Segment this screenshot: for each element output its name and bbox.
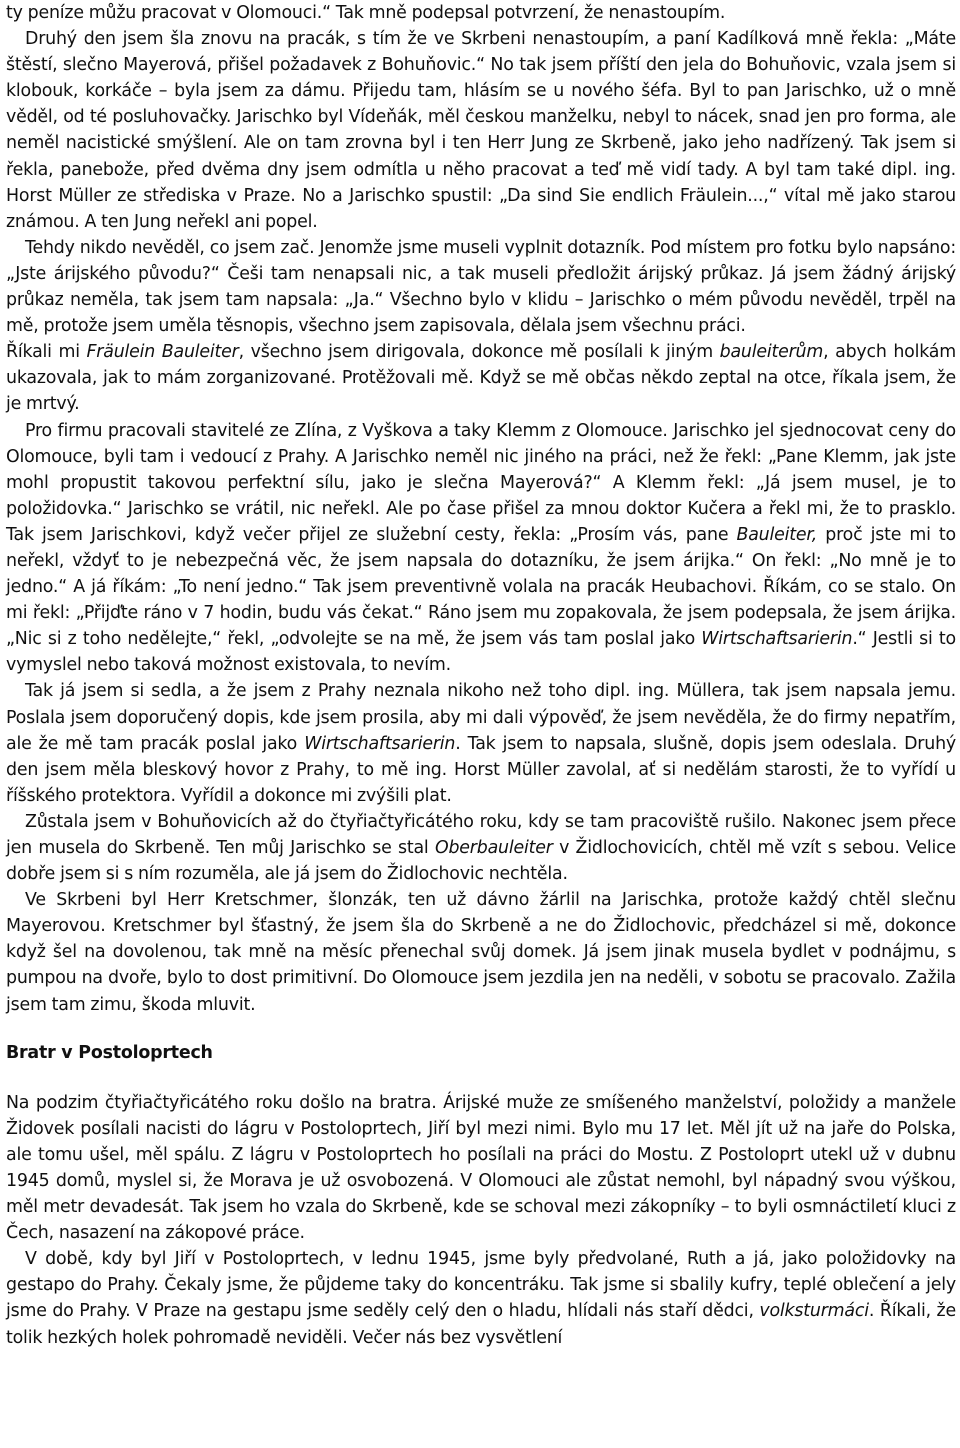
section-heading: Bratr v Postoloprtech xyxy=(6,1042,213,1063)
paragraph-2: Druhý den jsem šla znovu na pracák, s tím že ve Skrbeni nenastoupím, a paní Kadílková mně řekla: „Máte štěstí, slečno Mayerová, přišel požadavek z Bohuňovic.“ No tak jsem příští den jela do Bohuňovic, vzala jsem si klobouk, korkáče – byla jsem za dámu. Přijedu tam, hlásím se u nového šéfa. Byl to pan Jarischko, už o mně věděl, od té posluhovačky. Jarischko byl Vídeňák, měl českou manželku, nebyl to nácek, snad jen pro forma, ale neměl nacistické smýšlení. Ale on tam zrovna byl i ten Herr Jung ze Skrbeně, jako jeho nadřízený. Tak jsem si řekla, panebože, před dvěma dny jsem odmítla u něho pracovat a teď mě vidí tady. A byl tam také dipl. ing. Horst Müller ze střediska v Praze. No a Jarischko spustil: „Da sind Sie endlich Fräulein...,“ vítal mě jako starou známou. A ten Jung neřekl ani popel. xyxy=(6,29,956,232)
paragraph-10: V době, kdy byl Jiří v Postoloprtech, v lednu 1945, jsme byly předvolané, Ruth a já, jako položidovky na gestapo do Prahy. Čekaly jsme, že půjdeme taky do koncentráku. Tak jsme si sbalily kufry, teplé oblečení a jely jsme do Prahy. V Praze na gestapu jsme seděly celý den o hladu, hlídali nás staří dědci, volksturmáci. Říkali, že tolik hezkých holek pohromadě neviděli. Večer nás bez vysvětlení xyxy=(6,1249,956,1348)
paragraph-4: Říkali mi Fräulein Bauleiter, všechno jsem dirigovala, dokonce mě posílali k jiným bauleiterům, abych holkám ukazovala, jak to mám zorganizované. Protěžovali mě. Když se mě občas někdo zeptal na otce, říkala jsem, že je mrtvý. xyxy=(6,342,956,415)
paragraph-8: Ve Skrbeni byl Herr Kretschmer, šlonzák, ten už dávno žárlil na Jarischka, protože každý chtěl slečnu Mayerovou. Kretschmer byl šťastný, že jsem šla do Skrbeně a ne do Židlochovic, předcházel si mě, dokonce když šel na dovolenou, tak mně na měsíc přenechal svůj domek. Já jsem jinak musela bydlet v podnájmu, s pumpou na dvoře, bylo to dost primitivní. Do Olomouce jsem jezdila jen na neděli, v sobotu se pracovalo. Zažila jsem tam zimu, škoda mluvit. xyxy=(6,890,956,1015)
paragraph-1: ty peníze můžu pracovat v Olomouci.“ Tak mně podepsal potvrzení, že nenastoupím. xyxy=(6,3,726,23)
paragraph-3: Tehdy nikdo nevěděl, co jsem zač. Jenomže jsme museli vyplnit dotazník. Pod místem pro fotku bylo napsáno: „Jste árijského původu?“ Češi tam nenapsali nic, a tak museli předložit árijský průkaz. Já jsem žádný árijský průkaz neměla, tak jsem tam napsala: „Ja.“ Všechno bylo v klidu – Jarischko o mém původu nevěděl, trpěl na mě, protože jsem uměla těsnopis, všechno jsem zapisovala, dělala jsem všechnu práci. xyxy=(6,237,956,337)
paragraph-7: Zůstala jsem v Bohuňovicích až do čtyřiačtyřicátého roku, kdy se tam pracoviště rušilo. Nakonec jsem přece jen musela do Skrbeně. Ten můj Jarischko se stal Oberbauleiter v Židlochovicích, chtěl mě vzít s sebou. Velice dobře jsem si s ním rozuměla, ale já jsem do Židlochovic nechtěla. xyxy=(6,811,957,885)
paragraph-5: Pro firmu pracovali stavitelé ze Zlína, z Vyškova a taky Klemm z Olomouce. Jarischko jel sjednocovat ceny do Olomouce, byli tam i vedoucí z Prahy. A Jarischko neměl nic jiného na práci, než že řekl: „Pane Klemm, jak jste mohl propustit takovou perfektní sílu, jako je slečna Mayerová?“ A Klemm řekl: „Já jsem musel, je to položidovka.“ Jarischko se vrátil, nic neřekl. Ale po čase přišel za mnou doktor Kučera a řekl mi, že to prasklo. Tak jsem Jarischkovi, když večer přijel ze služební cesty, řekla: „Prosím vás, pane Bauleiter, proč jste mi to neřekl, vždyť to je nebezpečná věc, že jsem napsala do dotazníku, že jsem árijka.“ On řekl: „No mně je to jedno.“ A já říkám: „To není jedno.“ Tak jsem preventivně volala na pracák Heubachovi. Říkám, co se stalo. On mi řekl: „Přijďte ráno v 7 hodin, budu vás čekat.“ Ráno jsem mu zopakovala, že jsem podepsala, že jsem árijka. „Nic si z toho nedělejte,“ řekl, „odvolejte se na mě, že jsem vás tam poslal jako Wirtschaftsarierin.“ Jestli si to vymyslel nebo taková možnost existovala, to nevím. xyxy=(6,420,956,676)
spacer xyxy=(6,1066,956,1090)
paragraph-9: Na podzim čtyřiačtyřicátého roku došlo na bratra. Árijské muže ze smíšeného manželství, položidy a manžele Židovek posílali nacisti do lágru v Postoloprtech, Jiří byl mezi nimi. Bylo mu 17 let. Měl jít už na jaře do Polska, ale tomu ušel, měl spálu. Z lágru v Postoloprtech ho posílali na práci do Mostu. Z Postoloprt utekl už v dubnu 1945 domů, myslel si, že Morava je už osvobozená. V Olomouci ale zůstat nemohl, byl nápadný svou výškou, měl metr devadesát. Tak jsem ho vzala do Skrbeně, kde se schoval mezi zákopníky – to byli osmnáctiletí kluci z Čech, nasazení na zákopové práce. xyxy=(6,1092,956,1244)
paragraph-6: Tak já jsem si sedla, a že jsem z Prahy neznala nikoho než toho dipl. ing. Müllera, tak jsem napsala jemu. Poslala jsem doporučený dopis, kde jsem prosila, aby mi dali výpověď, že jsem nevěděla, že do firmy nepatřím, ale že mě tam pracák poslal jako Wirtschaftsarierin. Tak jsem to napsala, slušně, dopis jsem odeslala. Druhý den jsem měla bleskový hovor z Prahy, to mě ing. Horst Müller zavolal, ať si nedělám starosti, že to vyřídí u říšského protektora. Vyřídil a dokonce mi zvýšili plat. xyxy=(6,681,956,806)
spacer xyxy=(6,1018,956,1040)
document-page xyxy=(6,0,956,1351)
